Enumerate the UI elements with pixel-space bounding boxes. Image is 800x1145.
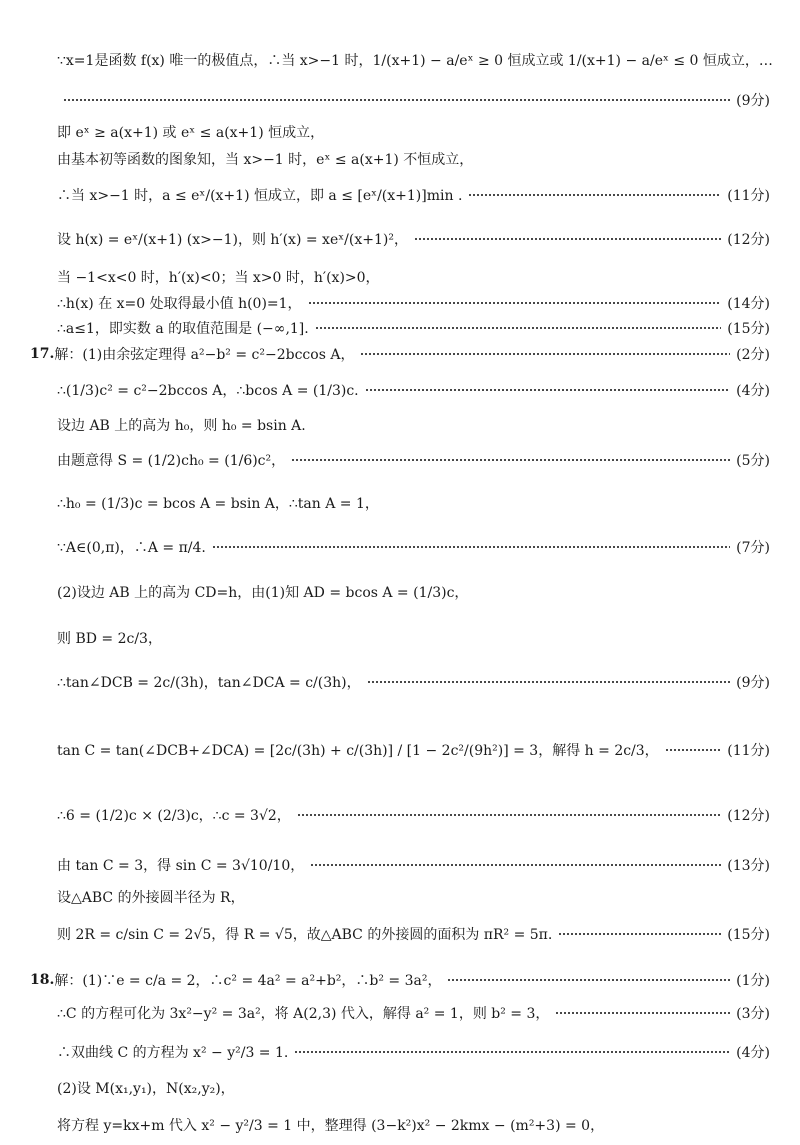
leader-dots [212,546,730,548]
leader-dots [310,864,721,866]
score-label: (3分) [736,1006,770,1022]
leader-dots [360,353,730,355]
solution-line [0,805,800,825]
leader-dots [294,1051,730,1053]
leader-dots [414,238,721,240]
line-text: ∴h(x) 在 x=0 处取得最小值 h(0)=1， [57,296,302,312]
solution-line [0,537,800,557]
line-text: 由题意得 S = (1/2)ch₀ = (1/6)c²， [57,453,286,469]
solution-line [0,229,800,249]
line-text: 由 tan C = 3，得 sin C = 3√10/10， [57,858,305,874]
score-label: (4分) [736,1045,770,1061]
solution-line [0,493,800,513]
leader-dots [308,302,722,304]
line-text: 解：(1)∵e = c/a = 2，∴c² = 4a² = a²+b²，∴b² = 3a²， [54,973,442,989]
solution-line [0,1003,800,1023]
solution-line [0,970,800,990]
solution-line [0,1115,800,1135]
line-text: 将方程 y=kx+m 代入 x² − y²/3 = 1 中，整理得 (3−k²)x² − 2kmx − (m²+3) = 0， [57,1118,605,1134]
solution-line [0,149,800,169]
line-text: 则 BD = 2c/3， [57,631,162,647]
line-text: 解：(1)由余弦定理得 a²−b² = c²−2bccos A， [54,347,355,363]
solution-line [0,267,800,287]
leader-dots [558,933,721,935]
score-label: (7分) [736,540,770,556]
line-text: ∴h₀ = (1/3)c = bcos A = bsin A，∴tan A = 1， [57,496,379,512]
line-text: 当 −1<x<0 时，h′(x)<0；当 x>0 时，h′(x)>0， [57,270,380,286]
solution-line [0,628,800,648]
solution-line [0,185,800,205]
line-text: ∵x=1是函数 f(x) 唯一的极值点，∴当 x>−1 时，1/(x+1) − a/eˣ ≥ 0 恒成立或 1/(x+1) − a/eˣ ≤ 0 恒成立，… [57,53,773,69]
leader-dots [555,1012,730,1014]
solution-line [0,1042,800,1062]
solution-line [0,344,800,364]
leader-dots [365,389,731,391]
line-text: 即 eˣ ≥ a(x+1) 或 eˣ ≤ a(x+1) 恒成立， [57,125,325,141]
solution-line [0,318,800,338]
line-text: 则 2R = c/sin C = 2√5，得 R = √5，故△ABC 的外接圆的面积为 πR² = 5π. [57,927,553,943]
leader-dots [447,979,730,981]
score-label: (15分) [727,927,770,943]
line-text: 设△ABC 的外接圆半径为 R， [57,890,245,906]
problem-number: 18. [30,972,55,988]
solution-line [0,855,800,875]
line-text: ∴a≤1，即实数 a 的取值范围是 (−∞,1]. [57,321,309,337]
line-text: ∴6 = (1/2)c × (2/3)c，∴c = 3√2， [57,808,291,824]
score-label: (13分) [727,858,770,874]
solution-line [0,887,800,907]
leader-dots [291,459,730,461]
line-text: ∴C 的方程可化为 3x²−y² = 3a²，将 A(2,3) 代入，解得 a² = 1，则 b² = 3， [57,1006,550,1022]
line-text: ∴当 x>−1 时，a ≤ eˣ/(x+1) 恒成立，即 a ≤ [eˣ/(x+1)]min . [57,188,463,204]
solution-line [0,380,800,400]
leader-dots [315,327,722,329]
line-text: 设 h(x) = eˣ/(x+1) (x>−1)，则 h′(x) = xeˣ/(x+1)²， [57,232,408,248]
score-label: (4分) [736,383,770,399]
line-text: (2)设边 AB 上的高为 CD=h，由(1)知 AD = bcos A = (1/3)c， [57,585,469,601]
line-text: ∴(1/3)c² = c²−2bccos A，∴bcos A = (1/3)c. [57,383,359,399]
leader-dots [468,194,721,196]
solution-line [0,90,800,110]
score-label: (11分) [727,188,770,204]
score-label: (11分) [727,743,770,759]
score-label: (9分) [736,93,770,109]
score-label: (14分) [727,296,770,312]
solution-line [0,415,800,435]
leader-dots [63,99,730,101]
score-label: (12分) [727,232,770,248]
line-text: ∴tan∠DCB = 2c/(3h)，tan∠DCA = c/(3h)， [57,675,361,691]
leader-dots [297,814,721,816]
score-label: (15分) [727,321,770,337]
solution-line [0,122,800,142]
score-label: (9分) [736,675,770,691]
solution-line [0,672,800,692]
line-text: 设边 AB 上的高为 h₀，则 h₀ = bsin A. [57,418,306,434]
line-text: (2)设 M(x₁,y₁)，N(x₂,y₂)， [57,1081,235,1097]
solution-line [0,1078,800,1098]
line-text: ∴双曲线 C 的方程为 x² − y²/3 = 1. [57,1045,289,1061]
solution-line [0,450,800,470]
problem-number: 17. [30,346,55,362]
line-text: ∵A∈(0,π)，∴A = π/4. [57,540,206,556]
leader-dots [367,681,731,683]
line-text: 由基本初等函数的图象知，当 x>−1 时，eˣ ≤ a(x+1) 不恒成立， [57,152,474,168]
score-label: (5分) [736,453,770,469]
solution-line [0,293,800,313]
leader-dots [665,749,722,751]
solution-line [0,50,800,70]
solution-line [0,924,800,944]
score-label: (12分) [727,808,770,824]
score-label: (2分) [736,347,770,363]
score-label: (1分) [736,973,770,989]
solution-line [0,740,800,760]
solution-line [0,582,800,602]
line-text: tan C = tan(∠DCB+∠DCA) = [2c/(3h) + c/(3h)] / [1 − 2c²/(9h²)] = 3，解得 h = 2c/3， [57,743,659,759]
